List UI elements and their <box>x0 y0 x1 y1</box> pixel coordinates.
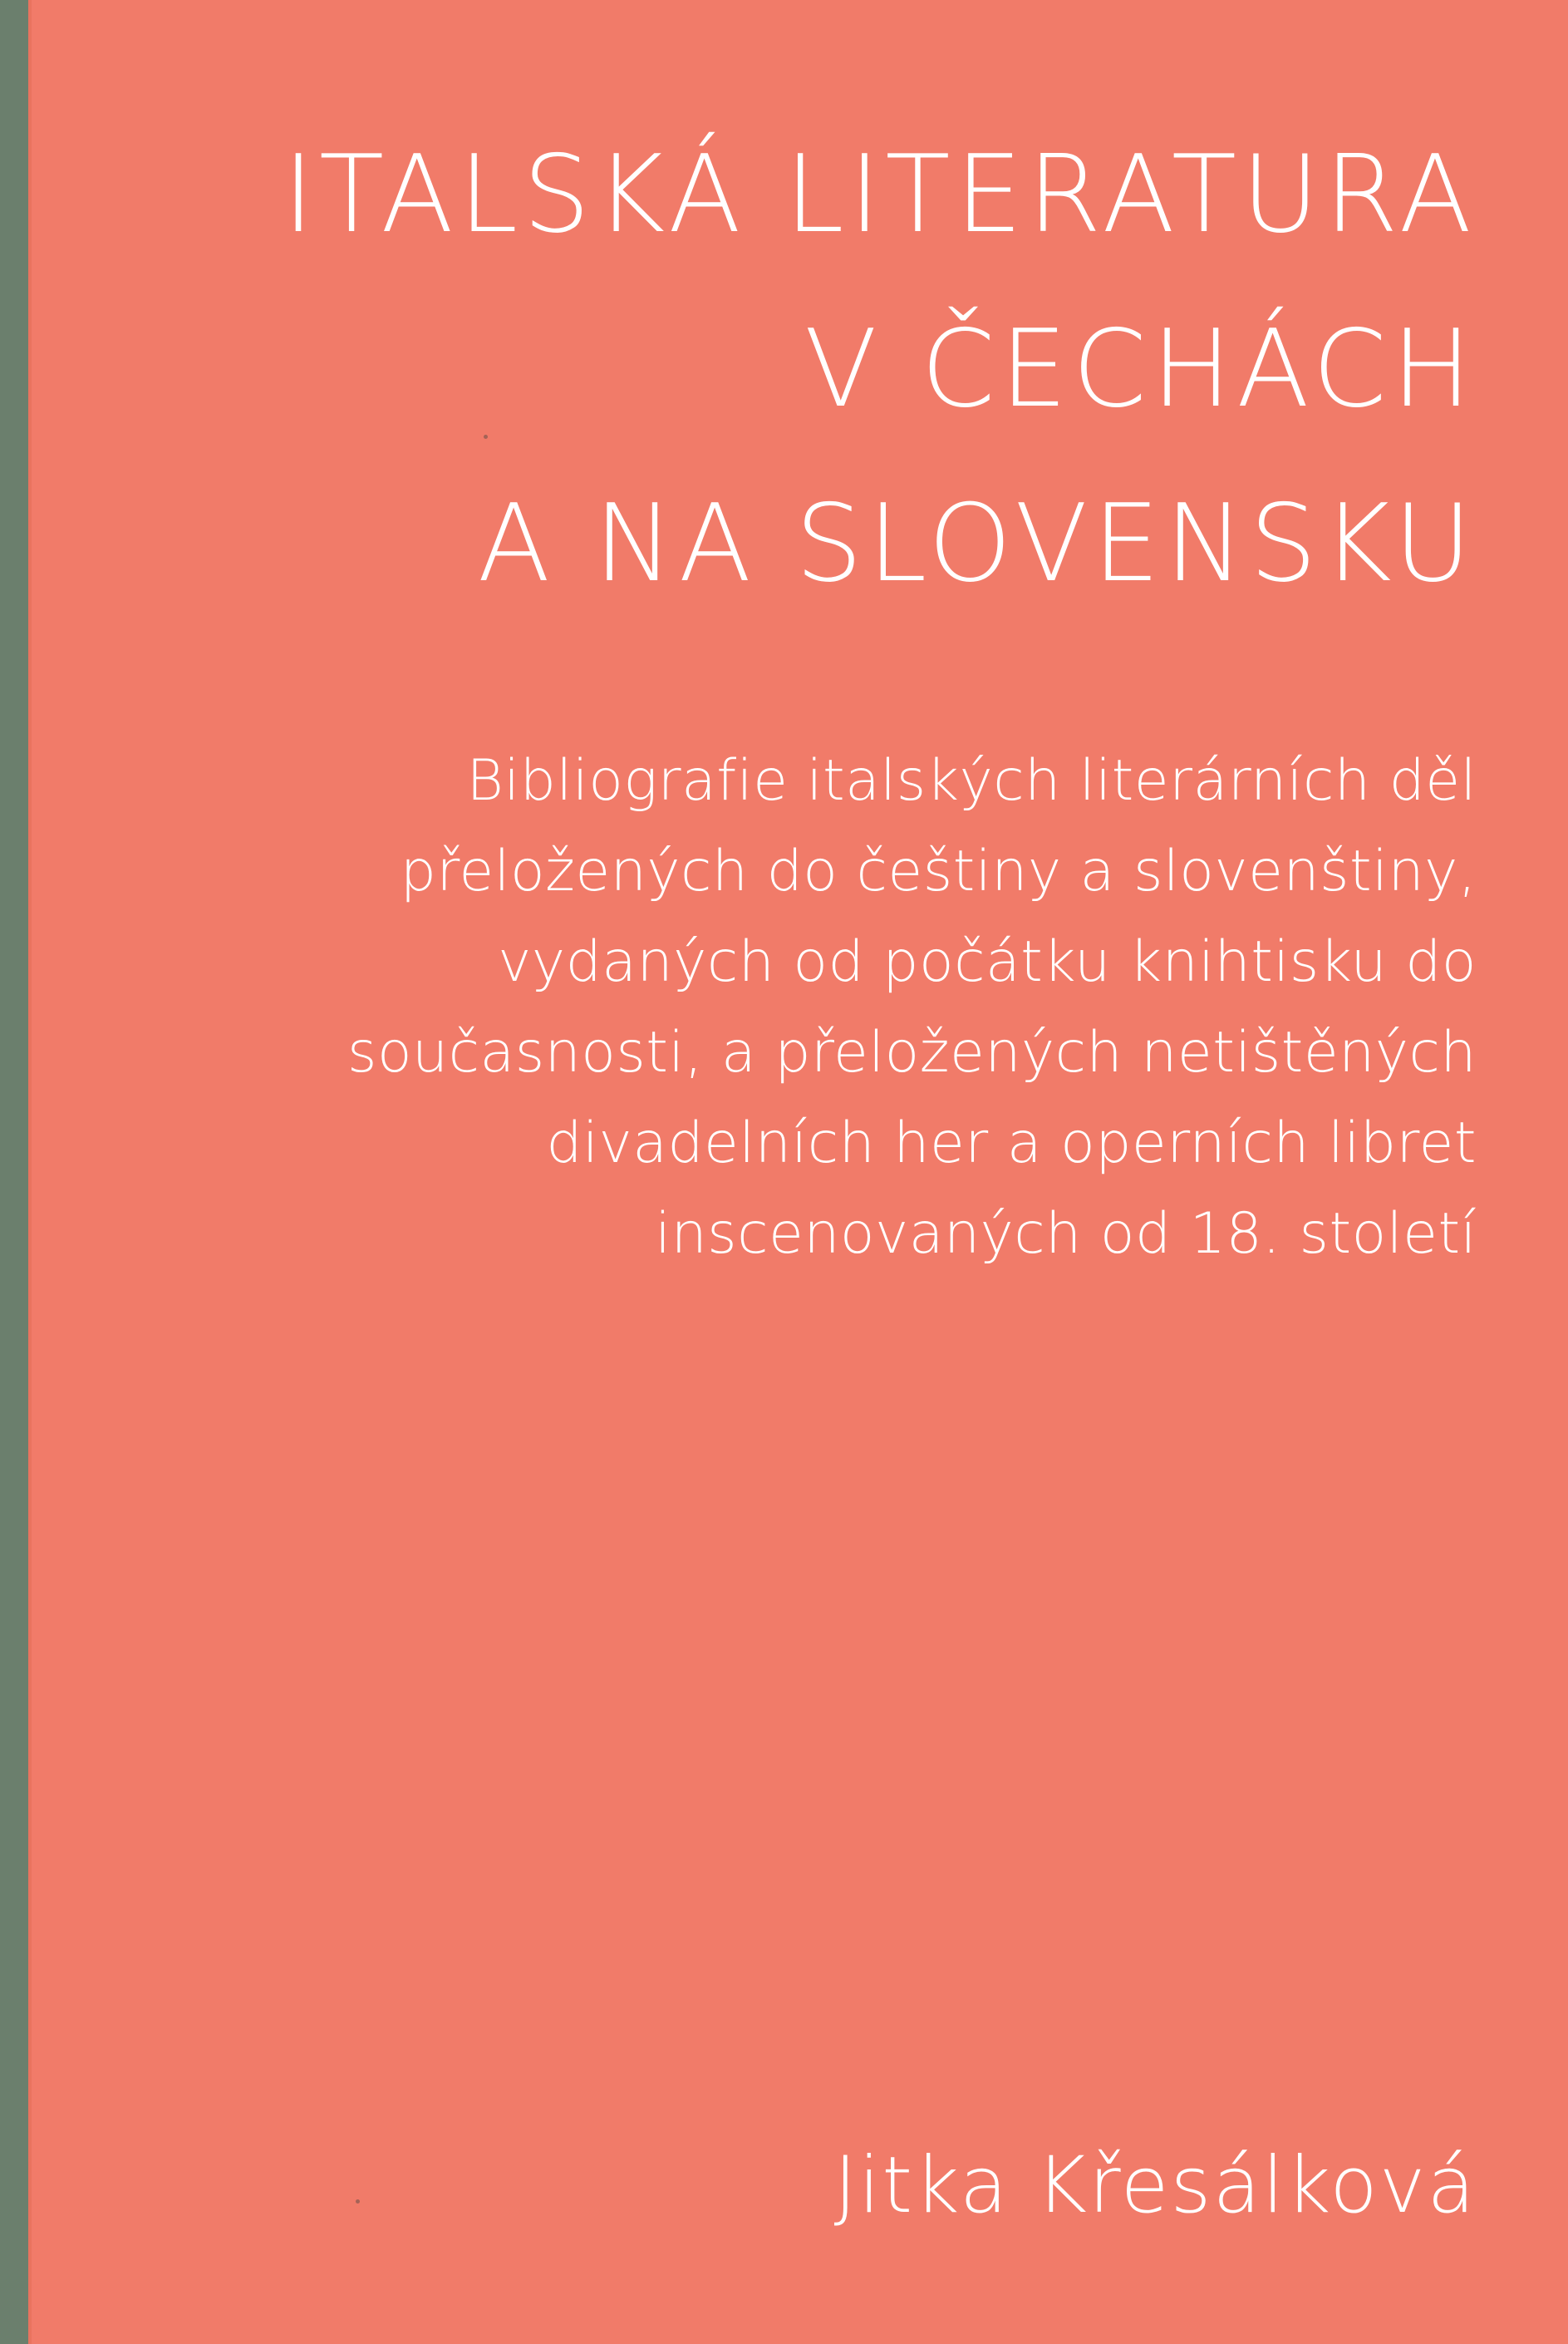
book-subtitle <box>106 736 1477 1279</box>
spine-edge <box>28 0 32 2344</box>
title-line-2: V ČECHÁCH <box>804 308 1477 431</box>
title-line-3: A NA SLOVENSKU <box>477 482 1477 606</box>
title-line-1: ITALSKÁ LITERATURA <box>283 133 1477 257</box>
subtitle-line-3: vydaných od počátku knihtisku do <box>498 929 1477 995</box>
subtitle-line-4: současnosti, a přeložených netištěných <box>347 1020 1477 1086</box>
author-name: Jitka Křesálková <box>833 2140 1477 2231</box>
print-speck <box>356 2199 360 2204</box>
book-title <box>64 108 1477 632</box>
subtitle-line-6: inscenovaných od 18. století <box>655 1201 1477 1267</box>
spine-strip <box>0 0 28 2344</box>
subtitle-line-5: divadelních her a operních libret <box>546 1110 1477 1176</box>
print-speck <box>484 435 488 439</box>
subtitle-line-1: Bibliografie italských literárních děl <box>466 748 1477 814</box>
subtitle-line-2: přeložených do češtiny a slovenštiny, <box>400 839 1477 904</box>
